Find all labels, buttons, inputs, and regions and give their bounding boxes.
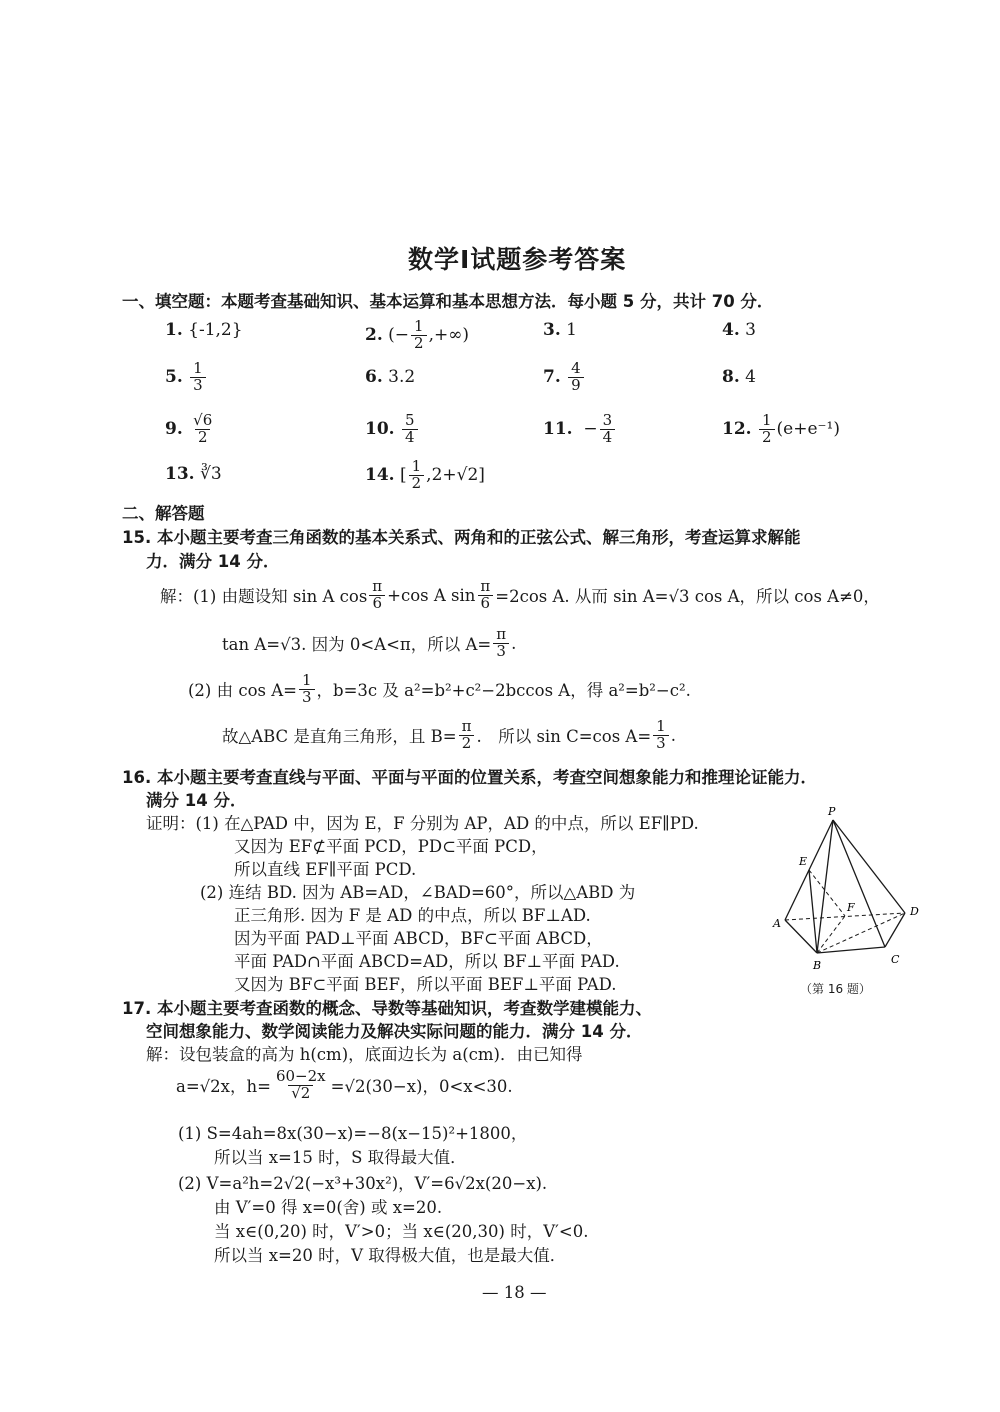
edge-AD-hidden <box>785 913 905 920</box>
q15-line4: 故△ABC 是直角三角形，且 B= $\frac{\pi}{2}$ . 所以 sin C=cos A= $\frac{1}{3}$ . <box>222 716 676 752</box>
q16-line3: 所以直线 EF∥平面 PCD. <box>234 860 417 879</box>
page-title: 数学Ⅰ试题参考答案 <box>408 245 627 274</box>
fraction-pi-6: $\frac{\pi}{6}$ <box>369 579 385 612</box>
answer-6: 6. 3.2 <box>365 367 416 387</box>
answer-2: 2. (− $\frac{1}{2}$ ,+∞) <box>365 316 470 352</box>
answer-11: 11. − $\frac{3}{4}$ <box>543 404 617 454</box>
answer-10: 10. $\frac{5}{4}$ <box>365 404 420 454</box>
answer-8: 8. 4 <box>722 367 756 387</box>
q16-heading-line1: 16. 本小题主要考查直线与平面、平面与平面的位置关系，考查空间想象能力和推理论证能力． <box>122 768 817 787</box>
figure-caption: （第 16 题） <box>800 982 871 996</box>
edge-EB <box>809 870 817 953</box>
label-C: C <box>891 953 900 966</box>
edge-CD <box>885 913 905 947</box>
q17-line5: (2) V=a²h=2√2(−x³+30x²)，V′=6√2x(20−x). <box>178 1174 548 1193</box>
fraction: $\frac{4}{9}$ <box>568 361 584 394</box>
q16-line8: 又因为 BF⊂平面 BEF，所以平面 BEF⊥平面 PAD. <box>234 975 617 994</box>
edge-BD-hidden <box>817 913 905 953</box>
q15-line3: (2) 由 cos A= $\frac{1}{3}$ ，b=3c 及 a²=b²+c²−2bccos A，得 a²=b²−c². <box>188 670 691 706</box>
q17-line3: (1) S=4ah=8x(30−x)=−8(x−15)²+1800， <box>178 1124 528 1143</box>
q16-line6: 因为平面 PAD⊥平面 ABCD，BF⊂平面 ABCD， <box>234 929 603 948</box>
label-P: P <box>828 805 836 818</box>
edge-BC <box>817 947 885 953</box>
q17-line2: a=√2x，h= $\frac{60-2x}{√2}$ =√2(30−x)，0<x<30. <box>176 1066 513 1102</box>
fraction-1-3: $\frac{1}{3}$ <box>653 719 669 752</box>
edge-PD <box>833 820 905 913</box>
fraction-pi-2: $\frac{\pi}{2}$ <box>459 719 475 752</box>
answer-7: 7. $\frac{4}{9}$ <box>543 352 586 402</box>
q16-line4: (2) 连结 BD. 因为 AB=AD，∠BAD=60°，所以△ABD 为 <box>200 883 636 902</box>
edge-PB <box>817 820 833 953</box>
q15-line1: 解：(1) 由题设知 sin A cos $\frac{\pi}{6}$ +cos A sin $\frac{\pi}{6}$ =2cos A. 从而 sin A=√3 cos A，所以 cos A≠0， <box>160 576 880 612</box>
edge-EF-hidden <box>809 870 845 916</box>
answer-3: 3. 1 <box>543 320 577 340</box>
q15-heading-line2: 力．满分 14 分． <box>146 552 280 571</box>
edge-AB <box>785 920 817 953</box>
answer-4: 4. 3 <box>722 320 756 340</box>
fraction: $\frac{1}{2}$ <box>759 413 775 446</box>
q17-line7: 当 x∈(0,20) 时，V′>0；当 x∈(20,30) 时，V′<0. <box>214 1222 589 1241</box>
fraction: $\frac{5}{4}$ <box>402 413 418 446</box>
q16-line1: 证明：(1) 在△PAD 中，因为 E，F 分别为 AP，AD 的中点，所以 EF∥PD. <box>146 814 699 833</box>
q17-line1: 解：设包装盒的高为 h(cm)，底面边长为 a(cm)．由已知得 <box>146 1045 583 1064</box>
label-B: B <box>813 959 822 972</box>
q15-heading-line1: 15. 本小题主要考查三角函数的基本关系式、两角和的正弦公式、解三角形，考查运算求解能 <box>122 528 801 547</box>
fraction-pi-3: $\frac{\pi}{3}$ <box>493 627 509 660</box>
q17-line8: 所以当 x=20 时，V 取得极大值，也是最大值． <box>214 1246 567 1265</box>
fraction: $\frac{√6}{2}$ <box>193 410 213 446</box>
answer-13: 13. ∛3 <box>165 464 222 484</box>
q17-heading-line2: 空间想象能力、数学阅读能力及解决实际问题的能力．满分 14 分． <box>146 1022 643 1041</box>
q16-heading-line2: 满分 14 分． <box>146 791 247 810</box>
fraction: $\frac{3}{4}$ <box>600 413 616 446</box>
q17-line4: 所以当 x=15 时，S 取得最大值． <box>214 1148 467 1167</box>
pyramid-figure <box>765 805 925 1005</box>
answer-9: 9. $\frac{√6}{2}$ <box>165 404 217 454</box>
page-number: — 18 — <box>482 1283 547 1302</box>
label-F: F <box>847 901 855 914</box>
label-D: D <box>910 905 919 918</box>
q17-heading-line1: 17. 本小题主要考查函数的概念、导数等基础知识，考查数学建模能力、 <box>122 999 652 1018</box>
answer-12: 12. $\frac{1}{2}$ (e+e⁻¹) <box>722 410 840 446</box>
fraction: $\frac{1}{2}$ <box>409 459 425 492</box>
fraction-1-3: $\frac{1}{3}$ <box>299 673 315 706</box>
answer-5: 5. $\frac{1}{3}$ <box>165 352 208 402</box>
q15-line2: tan A=√3. 因为 0<A<π，所以 A= $\frac{\pi}{3}$ . <box>222 624 517 660</box>
q16-line5: 正三角形. 因为 F 是 AD 的中点，所以 BF⊥AD. <box>234 906 591 925</box>
fraction: $\frac{1}{2}$ <box>411 319 427 352</box>
label-A: A <box>773 917 781 930</box>
q16-line7: 平面 PAD∩平面 ABCD=AD，所以 BF⊥平面 PAD. <box>234 952 620 971</box>
section2-heading: 二、解答题 <box>122 504 205 523</box>
answer-1: 1. {-1,2} <box>165 320 243 340</box>
edge-PC <box>833 820 885 947</box>
fraction-h: $\frac{60-2x}{√2}$ <box>275 1066 326 1102</box>
fraction-pi-6: $\frac{\pi}{6}$ <box>477 579 493 612</box>
fraction: $\frac{1}{3}$ <box>190 361 206 394</box>
answer-14: 14. [ $\frac{1}{2}$ ,2+√2] <box>365 456 485 492</box>
q17-line6: 由 V′=0 得 x=0(舍) 或 x=20. <box>214 1198 443 1217</box>
q16-line2: 又因为 EF⊄平面 PCD，PD⊂平面 PCD， <box>234 837 548 856</box>
label-E: E <box>799 855 808 868</box>
section1-heading: 一、填空题：本题考查基础知识、基本运算和基本思想方法．每小题 5 分，共计 70 分． <box>122 292 774 311</box>
